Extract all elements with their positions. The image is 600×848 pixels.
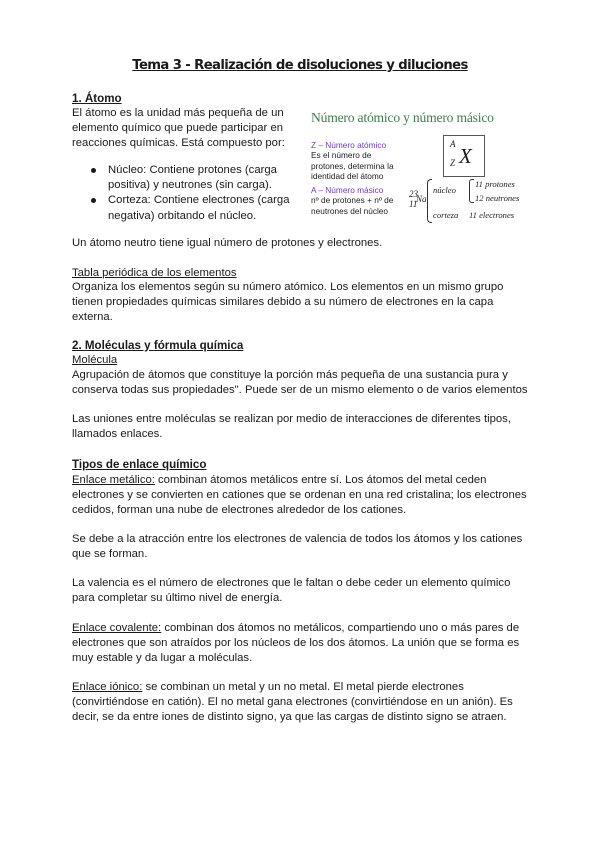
a-block	[311, 185, 421, 216]
neutrons-label: 12 neutrones	[475, 193, 520, 203]
molecule-definition	[72, 368, 542, 398]
bullet-corteza	[90, 193, 310, 223]
periodic-table-text	[72, 280, 528, 326]
z-label: Z – Número atómico	[311, 140, 387, 150]
text-line: muy estable y da lugar a moléculas.	[72, 652, 253, 665]
text-line: conserva todas sus propiedades". Puede ser de un mismo elemento o de varios elementos	[72, 384, 528, 397]
ionic-bond-text	[72, 680, 542, 726]
atomo-intro	[72, 106, 307, 152]
heading-bond-types: Tipos de enlace químico	[72, 458, 207, 471]
metallic-bond-label: Enlace metálico:	[72, 474, 155, 486]
heading-moleculas: 2. Moléculas y fórmula química	[72, 339, 244, 352]
text-line: neutrones del núcleo	[311, 205, 389, 216]
attraction-text	[72, 532, 542, 562]
text-line: (convirtiéndose en catión). El no metal gana electrones (convirtiéndose en un anión). Es	[72, 696, 513, 709]
sodium-symbol: Na	[416, 194, 427, 204]
protons-label: 11 protones	[475, 179, 515, 189]
atomo-bullets	[90, 163, 310, 224]
text-line: Agrupación de átomos que constituye la porción más pequeña de una sustancia pura y	[72, 369, 508, 381]
periodic-table-heading: Tabla periódica de los elementos	[72, 267, 237, 279]
valence-text	[72, 576, 528, 606]
text-line: cedidos, forman una nube de electrones alrededor de los cationes.	[72, 504, 407, 517]
element-symbol: X	[459, 144, 472, 168]
figure-title: Número atómico y número másico	[311, 110, 494, 125]
sodium-number: 11	[409, 199, 418, 209]
text-line: Es el número de	[311, 150, 372, 161]
heading-atomo: 1. Átomo	[72, 92, 122, 105]
a-label: A – Número másico	[311, 185, 384, 195]
text-line: decir, se da entre iones de distinto signo, ya que las cargas de distinto signo se atraen.	[72, 711, 507, 724]
outer-brace	[427, 179, 432, 223]
cortex-label: corteza	[433, 210, 459, 220]
text-line: La valencia es el número de electrones que le faltan o debe ceder un elemento químico	[72, 577, 511, 589]
text-line: Organiza los elementos según su número atómico. Los elementos en un mismo grupo	[72, 281, 504, 293]
text-line: protones, determina la	[311, 160, 394, 171]
mass-number-symbol: A	[450, 139, 456, 149]
text-line	[72, 473, 542, 488]
text-line: nº de protones + nº de	[311, 195, 394, 206]
text-line: electrones que son atraídos por los núcleos de los dos átomos. La unión que se forma es	[72, 637, 520, 650]
metallic-bond-text	[72, 473, 542, 519]
text-line: negativa) orbitando el núcleo.	[108, 209, 257, 222]
text-line: llamados enlaces.	[72, 428, 163, 441]
text-line: reacciones químicas. Está compuesto por:	[72, 137, 285, 150]
nucleus-label: núcleo	[433, 185, 456, 195]
sodium-mass: 23	[409, 189, 418, 199]
text-line: Núcleo: Contiene protones (carga	[108, 164, 277, 176]
text-line: electrones y se convierten en cationes que se ordenan en una red cristalina; los electrones	[72, 489, 527, 502]
atomic-number-figure	[303, 107, 520, 225]
neutral-atom-text: Un átomo neutro tiene igual número de protones y electrones.	[72, 237, 383, 249]
text-line: identidad del átomo	[311, 170, 384, 181]
covalent-bond-text	[72, 621, 542, 667]
molecule-subheading: Molécula	[72, 354, 118, 366]
z-block	[311, 140, 421, 181]
inner-brace	[469, 179, 474, 203]
electrons-label: 11 electrones	[469, 210, 515, 220]
covalent-bond-label: Enlace covalente:	[72, 622, 162, 634]
text-line: externa.	[72, 311, 113, 324]
bullet-nucleo	[90, 163, 310, 193]
bonds-intro	[72, 412, 528, 442]
text-line	[72, 680, 542, 695]
text-line: Se debe a la atracción entre los electrones de valencia de todos los átomos y los cationes	[72, 533, 523, 545]
element-notation-box	[443, 135, 485, 177]
text-line: para completar su último nivel de energía.	[72, 592, 283, 605]
text-span: combinan átomos metálicos entre sí. Los átomos del metal ceden	[154, 474, 487, 486]
text-line: tienen propiedades químicas similares debido a su número de electrones en la capa	[72, 296, 494, 309]
text-line: El átomo es la unidad más pequeña de un	[72, 107, 284, 119]
text-span: se combinan un metal y un no metal. El metal pierde electrones	[142, 681, 464, 693]
text-line: elemento químico que puede participar en	[72, 122, 284, 135]
text-span: combinan dos átomos no metálicos, compartiendo uno o más pares de	[161, 622, 520, 634]
text-line: que se forman.	[72, 548, 148, 561]
text-line: Corteza: Contiene electrones (carga	[108, 194, 290, 207]
ionic-bond-label: Enlace iónico:	[72, 681, 143, 693]
text-line: positiva) y neutrones (sin carga).	[108, 179, 272, 192]
atomic-number-symbol: Z	[450, 158, 456, 168]
text-line	[72, 621, 542, 636]
document-title: Tema 3 - Realización de disoluciones y diluciones	[132, 58, 468, 73]
text-line: Las uniones entre moléculas se realizan por medio de interacciones de diferentes tipos,	[72, 413, 511, 425]
